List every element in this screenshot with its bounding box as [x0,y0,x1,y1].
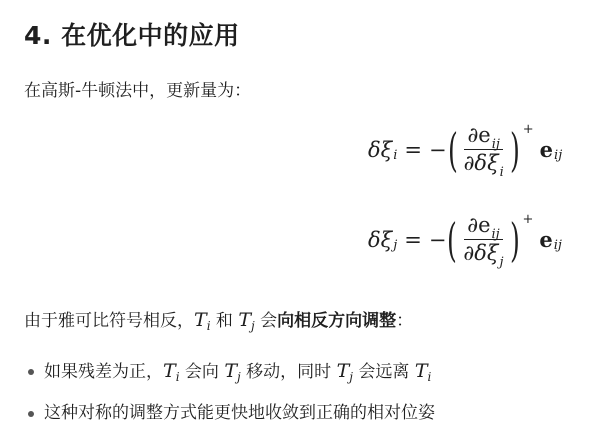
para-mid: 会 [254,311,278,331]
residual-vector: e [539,227,553,253]
jacobian-fraction [461,123,507,181]
explanation-paragraph [24,306,413,331]
fraction-denominator: $\partial\delta\xi_j$ [463,241,504,271]
equation-xi-i [368,122,563,181]
eq-lhs-sub: j [393,238,398,254]
eq-equals: = [404,227,422,252]
fraction-numerator: $\partial e_{ij}$ [464,214,503,240]
eq-equals: = [404,137,422,162]
para-and: 和 [210,311,239,331]
math-Tj: $T_j$ [224,360,241,384]
para-prefix: 由于雅可比符号相反， [24,311,194,331]
list-item: 这种对称的调整方式能更快地收敛到正确的相对位姿 [28,398,435,440]
left-paren: ( [447,122,458,177]
bullet-list [28,356,435,440]
para-suffix: ： [396,311,414,331]
math-Tj: $T_j$ [238,309,255,333]
eq-lhs-sub: i [393,148,398,164]
left-paren: ( [447,212,458,267]
fraction-numerator: $\partial e_{ij}$ [464,124,503,150]
residual-vector: e [539,137,554,163]
right-paren: ) [509,212,520,267]
eq-lhs: δξ [368,227,393,252]
right-paren: ) [509,122,520,177]
intro-text: 在高斯-牛顿法中，更新量为： [24,81,252,101]
pseudo-inverse-sup: + [522,212,534,228]
math-Ti: $T_i$ [163,360,180,384]
fraction-denominator: $\partial\delta\xi_i$ [463,151,504,181]
pseudo-inverse-sup: + [522,122,534,138]
math-Ti: $T_i$ [194,309,211,333]
eq-minus: − [428,227,447,252]
section-heading: 4. 在优化中的应用 [24,21,240,50]
list-item: 如果残差为正，$T_i$ 会向 $T_j$ 移动，同时 $T_j$ 会远离 $T_i$ [28,356,435,398]
equation-xi-j [368,212,562,271]
eq-minus: − [429,137,447,162]
jacobian-fraction [460,213,506,271]
residual-sub: ij [553,238,562,254]
eq-lhs: δξ [368,137,393,162]
math-Tj: $T_j$ [336,360,353,384]
residual-sub: ij [554,148,563,164]
math-Ti: $T_i$ [414,360,432,384]
para-strong: 向相反方向调整 [277,311,397,331]
